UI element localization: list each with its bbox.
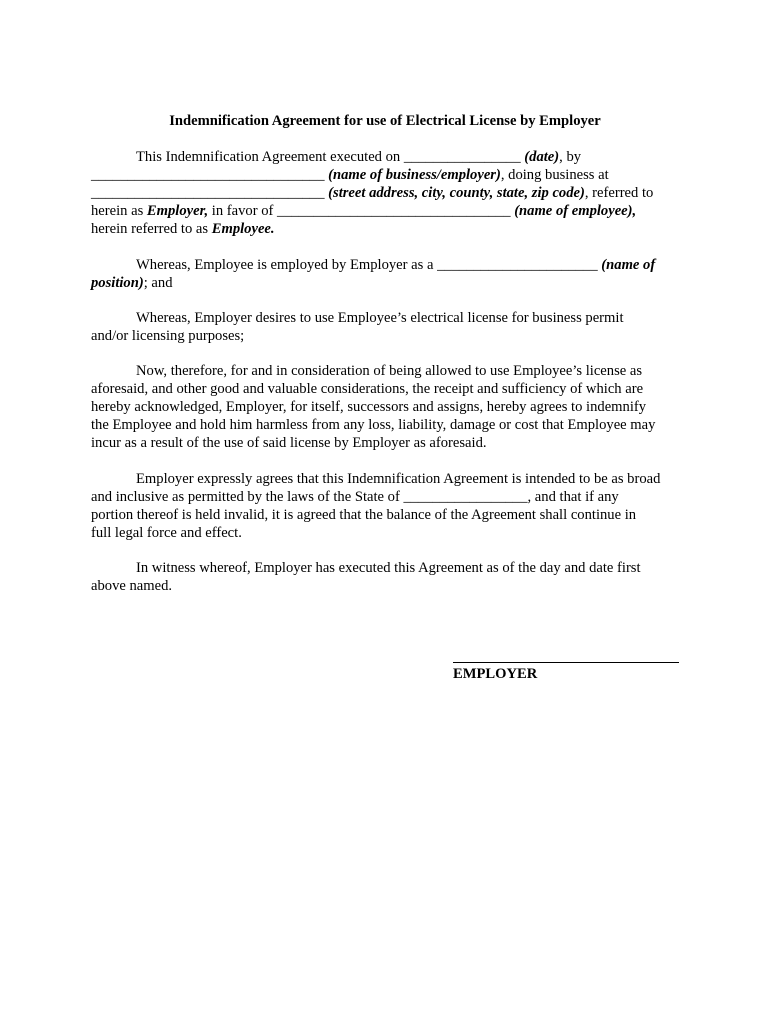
text-line: Whereas, Employer desires to use Employee’s electrical license for business permit xyxy=(136,310,624,326)
term-employee: Employee. xyxy=(211,221,275,237)
paragraph-whereas-position xyxy=(91,256,681,292)
text-line xyxy=(91,148,681,166)
blank-employee-name: in favor of ________________________________ xyxy=(208,203,515,219)
paragraph-severability xyxy=(91,470,681,542)
term-employer: Employer, xyxy=(146,203,209,219)
text-run: , referred to xyxy=(584,185,654,201)
text-line xyxy=(91,202,681,220)
text-line: aforesaid, and other good and valuable considerations, the receipt and sufficiency of which are xyxy=(91,381,644,397)
placeholder-business-name: (name of business/employer) xyxy=(328,167,501,183)
text-line xyxy=(91,220,681,238)
placeholder-position: position) xyxy=(91,275,144,291)
text-line xyxy=(91,166,681,184)
text-line: Now, therefore, for and in consideration of being allowed to use Employee’s license as xyxy=(136,363,643,379)
paragraph-parties xyxy=(91,148,681,238)
text-run: ; and xyxy=(143,275,173,291)
text-line: and inclusive as permitted by the laws of the State of _________________, and that if any xyxy=(91,489,619,505)
signature-line xyxy=(453,662,679,663)
placeholder-date: (date) xyxy=(524,149,560,165)
text-line: and/or licensing purposes; xyxy=(91,328,245,344)
text-line: incur as a result of the use of said license by Employer as aforesaid. xyxy=(91,435,487,451)
text-line xyxy=(91,274,681,292)
text-line xyxy=(91,184,681,202)
blank-street-address: ________________________________ xyxy=(91,185,329,201)
text-run: , by xyxy=(559,149,582,165)
text-line: the Employee and hold him harmless from any loss, liability, damage or cost that Employee may xyxy=(91,417,656,433)
text-run: herein referred to as xyxy=(91,221,212,237)
paragraph-whereas-license xyxy=(91,309,681,345)
text-run: , doing business at xyxy=(500,167,609,183)
text-line xyxy=(91,256,681,274)
document-title: Indemnification Agreement for use of Electrical License by Employer xyxy=(169,113,601,129)
text-line: In witness whereof, Employer has executed this Agreement as of the day and date first xyxy=(136,560,641,576)
paragraph-witness xyxy=(91,559,681,595)
blank-position: Whereas, Employee is employed by Employer as a ______________________ xyxy=(136,257,602,273)
text-line: above named. xyxy=(91,578,173,594)
placeholder-employee-name: (name of employee), xyxy=(514,203,637,219)
text-line: hereby acknowledged, Employer, for itself, successors and assigns, hereby agrees to indemnify xyxy=(91,399,647,415)
blank-business-name: ________________________________ xyxy=(91,167,329,183)
text-line: Employer expressly agrees that this Indemnification Agreement is intended to be as broad xyxy=(136,471,661,487)
placeholder-street-address: (street address, city, county, state, zip code) xyxy=(328,185,585,201)
paragraph-indemnify xyxy=(91,362,681,452)
text-run: This Indemnification Agreement executed on ________________ xyxy=(136,149,525,165)
signature-label: EMPLOYER xyxy=(453,666,538,682)
placeholder-position: (name of xyxy=(601,257,656,273)
text-line: portion thereof is held invalid, it is agreed that the balance of the Agreement shall continue in xyxy=(91,507,637,523)
text-line: full legal force and effect. xyxy=(91,525,242,541)
text-run: herein as xyxy=(91,203,147,219)
